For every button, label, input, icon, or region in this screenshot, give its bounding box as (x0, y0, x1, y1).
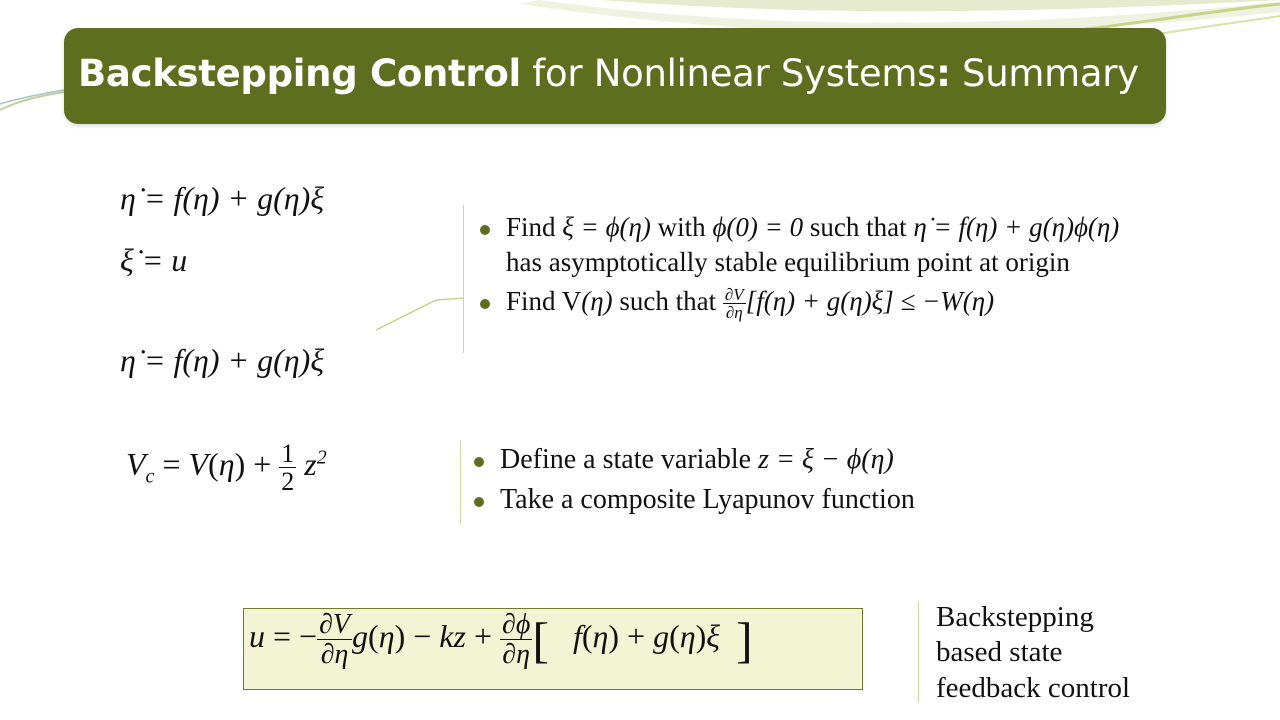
title-colon: : (936, 52, 951, 95)
title-rest-b: Summary (950, 52, 1139, 95)
slide-title (78, 52, 1139, 95)
title-bold: Backstepping Control (78, 52, 521, 95)
equation-xi-dot: ξ̇ = u (120, 242, 188, 278)
bullet-list-mid (472, 442, 915, 519)
title-rest-a: for Nonlinear Systems (520, 52, 937, 95)
fraction-dv-deta: $\frac{\partial V}{\partial\eta}$ (724, 284, 744, 323)
bullet-list-top (478, 210, 1119, 322)
bullet-find-phi: Find ξ = ϕ(η) with ϕ(0) = 0 such that η̇ = f(η) + g(η)ϕ(η) has asymptotically stable equilibrium point at origin (478, 210, 1119, 280)
divider-line-mid (460, 440, 461, 524)
equation-composite-lyapunov: $V_c = V(\eta)$ + $\frac{1}{2}$ $z^2$ (126, 439, 327, 497)
bullet-define-state: Define a state variable z = ξ − ϕ(η) (472, 442, 915, 478)
control-note-line-2: based state (936, 636, 1063, 669)
control-note (936, 600, 1130, 706)
divider-line-bottom (918, 602, 919, 702)
bullet-composite-lyapunov: Take a composite Lyapunov function (472, 482, 915, 518)
control-note-line-1: Backstepping (936, 601, 1094, 633)
equation-eta-dot: η̇ = f(η) + g(η)ξ (120, 180, 325, 216)
divider-line-top (463, 205, 464, 353)
fraction-dphi-deta: $\frac{\partial\phi}{\partial\eta}$ (501, 609, 531, 671)
bullet-find-v: Find V(η) such that $\frac{\partial V}{\partial\eta}$ [f(η) + g(η)ξ] ≤ −W(η) (478, 284, 1119, 322)
control-law-equation: u = − $\frac{\partial V}{\partial\eta}$ g(η) − kz + $\frac{\partial\phi}{\partial\eta}$ [ f(η) + g(η)ξ ] (249, 609, 753, 671)
fraction-one-half: $\frac{1}{2}$ (281, 439, 295, 497)
connector-line (370, 290, 470, 340)
fraction-dv-deta-2: $\frac{\partial V}{\partial\eta}$ (319, 609, 351, 671)
equation-eta-dot-2: η̇ = f(η) + g(η)ξ (120, 342, 325, 378)
control-note-line-3: feedback control (936, 671, 1131, 704)
